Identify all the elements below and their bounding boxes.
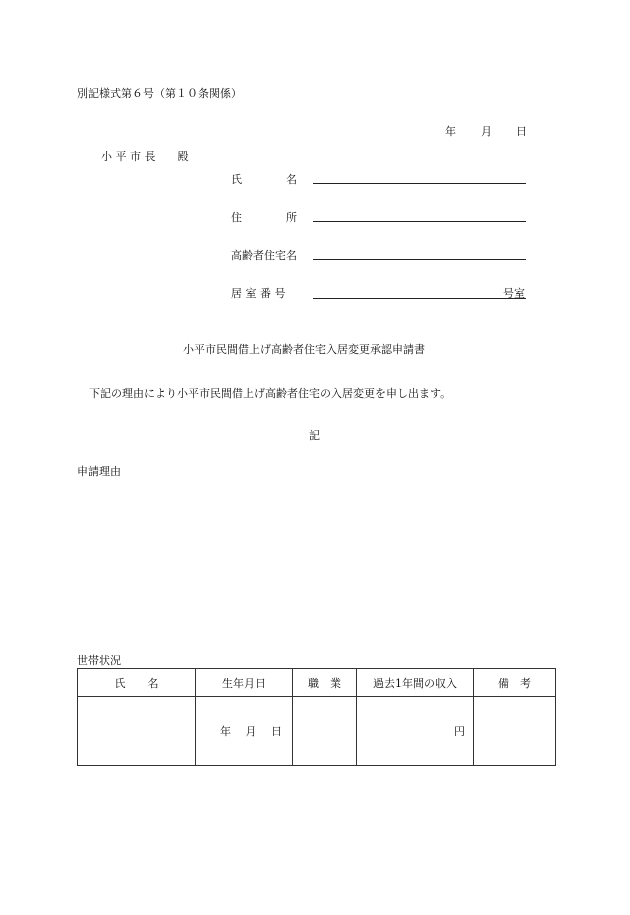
room-number-label: 居 室 番 号 xyxy=(231,287,286,300)
room-suffix: 号室 xyxy=(503,287,525,300)
date-month-label: 月 xyxy=(481,125,492,138)
cell-occupation[interactable] xyxy=(293,697,357,766)
header-name: 氏 名 xyxy=(78,669,196,697)
table-row xyxy=(78,697,556,766)
date-year-label: 年 xyxy=(445,125,456,138)
header-birthdate: 生年月日 xyxy=(196,669,293,697)
reason-area[interactable] xyxy=(77,480,556,640)
cell-notes[interactable] xyxy=(474,697,556,766)
household-label: 世帯状況 xyxy=(77,654,121,667)
cell-name[interactable] xyxy=(78,697,196,766)
address-field[interactable] xyxy=(313,221,526,222)
ki-marker: 記 xyxy=(309,429,320,442)
name-label: 氏 名 xyxy=(231,173,297,186)
body-text: 下記の理由により小平市民間借上げ高齢者住宅の入居変更を申し出ます。 xyxy=(89,387,452,400)
document-title: 小平市民間借上げ高齢者住宅入居変更承認申請書 xyxy=(183,343,425,356)
form-number: 別記様式第６号（第１０条関係） xyxy=(77,87,242,100)
housing-name-field[interactable] xyxy=(313,259,526,260)
name-field[interactable] xyxy=(313,183,526,184)
reason-label: 申請理由 xyxy=(77,465,121,478)
cell-income[interactable]: 円 xyxy=(357,697,474,766)
header-occupation: 職 業 xyxy=(293,669,357,697)
cell-birthdate[interactable]: 年 月 日 xyxy=(196,697,293,766)
household-header-row xyxy=(78,669,556,697)
addressee: 小 平 市 長 殿 xyxy=(101,150,189,163)
room-number-field[interactable] xyxy=(313,298,526,299)
header-notes: 備 考 xyxy=(474,669,556,697)
date-day-label: 日 xyxy=(516,125,527,138)
header-income: 過去1年間の収入 xyxy=(357,669,474,697)
household-table xyxy=(77,668,556,766)
address-label: 住 所 xyxy=(231,211,297,224)
housing-name-label: 高齢者住宅名 xyxy=(231,249,297,262)
